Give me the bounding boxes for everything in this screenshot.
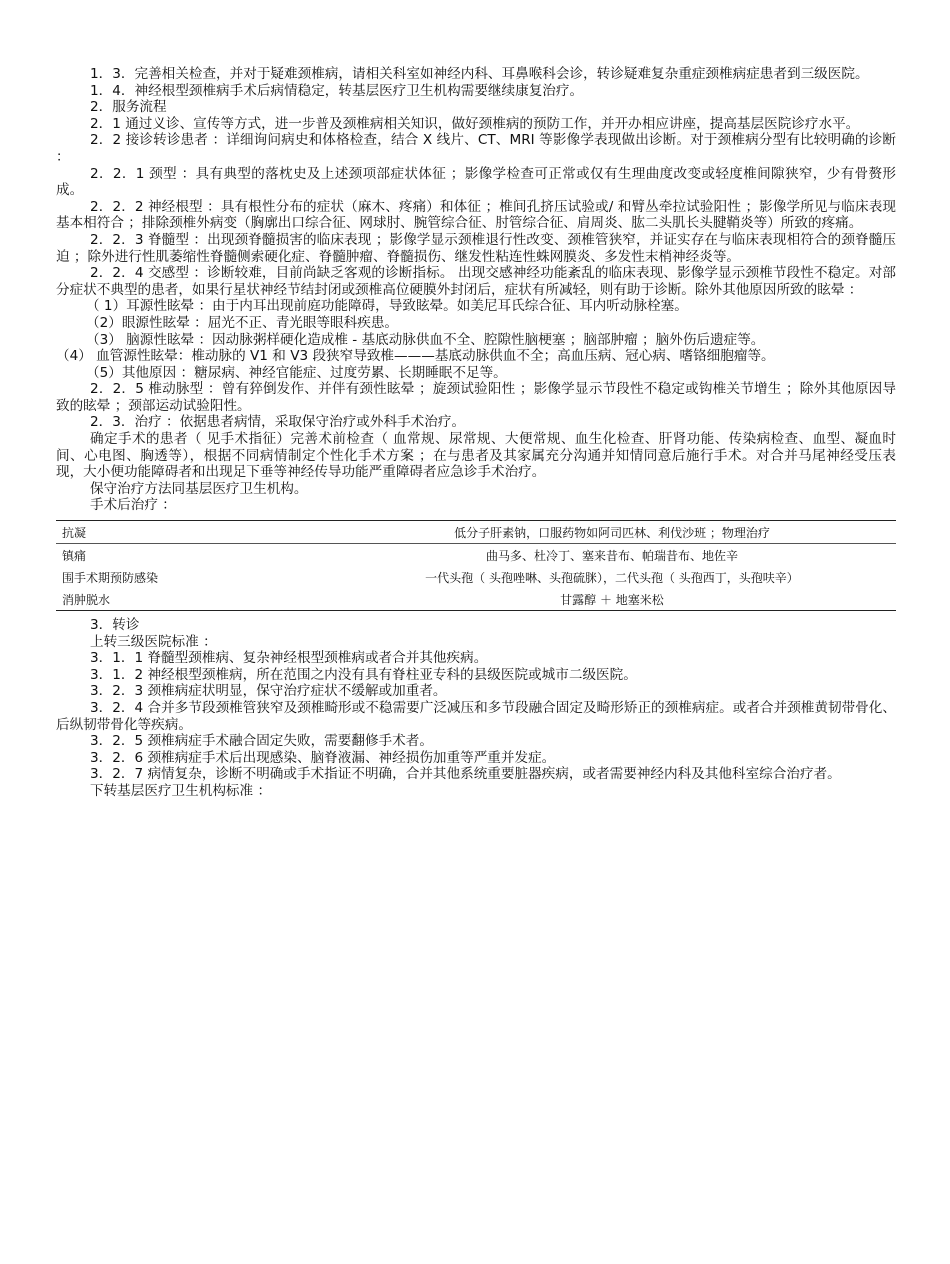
table-row <box>56 544 896 567</box>
table-row <box>56 566 896 588</box>
table-row <box>56 521 896 544</box>
paragraph: 1．3．完善相关检查，并对于疑难颈椎病，请相关科室如神经内科、耳鼻喉科会诊，转诊疑难复杂重症颈椎病症患者到三级医院。 <box>90 66 869 82</box>
document-page <box>56 66 896 800</box>
table-cell-treatment: 甘露醇 ＋ 地塞米松 <box>560 592 664 607</box>
table-cell-category: 镇痛 <box>62 548 87 563</box>
paragraph: 手术后治疗 ： <box>90 497 176 514</box>
table-cell-treatment: 低分子肝素钠，口服药物如阿司匹林、利伐沙班 ；物理治疗 <box>328 521 896 544</box>
paragraph: 1．4．神经根型颈椎病手术后病情稳定，转基层医疗卫生机构需要继续康复治疗。 <box>90 82 584 99</box>
body-text-top <box>56 66 896 514</box>
paragraph: 3．2．7 病情复杂，诊断不明确或手术指证不明确，合并其他系统重要脏器疾病，或者需要神经内科及其他科室综合治疗者。 <box>90 766 841 783</box>
paragraph: 2．1 通过义诊、宣传等方式，进一步普及颈椎病相关知识，做好颈椎病的预防工作，并开办相应讲座，提高基层医院诊疗水平。 <box>90 115 860 132</box>
paragraph: 3．1．2 神经根型颈椎病，所在范围之内没有具有脊柱亚专科的县级医院或城市二级医院。 <box>90 666 637 683</box>
paragraph: 3．2．6 颈椎病症手术后出现感染、脑脊液漏、神经损伤加重等严重并发症。 <box>90 749 556 766</box>
paragraph: 下转基层医疗卫生机构标准 ： <box>90 782 272 799</box>
paragraph: 2．3．治疗 ：依据患者病情，采取保守治疗或外科手术治疗。 <box>90 414 466 431</box>
paragraph: （4） 血管源性眩晕：椎动脉的 V1 和 V3 段狭窄导致椎———基底动脉供血不全；高血压病、冠心病、嗜铬细胞瘤等。 <box>56 348 775 365</box>
paragraph: （2）眼源性眩晕 ：屈光不正、青光眼等眼科疾患。 <box>86 314 399 331</box>
paragraph: 2．2．5 椎动脉型 ：曾有猝倒发作、并伴有颈性眩晕 ；旋颈试验阳性 ；影像学显示节段性不稳定或钩椎关节增生 ；除外其他原因导致的眩晕 ；颈部运动试验阳性。 <box>56 381 896 414</box>
paragraph: （3） 脑源性眩晕 ：因动脉粥样硬化造成椎 - 基底动脉供血不全、腔隙性脑梗塞 ；脑部肿瘤 ；脑外伤后遗症等。 <box>86 331 765 348</box>
paragraph: 2．服务流程 <box>90 99 167 116</box>
paragraph: （5）其他原因 ：糖尿病、神经官能症、过度劳累、长期睡眠不足等。 <box>86 364 507 381</box>
paragraph: 保守治疗方法同基层医疗卫生机构。 <box>90 480 308 497</box>
paragraph: 3．2．4 合并多节段颈椎管狭窄及颈椎畸形或不稳需要广泛减压和多节段融合固定及畸形矫正的颈椎病症。或者合并颈椎黄韧带骨化、后纵韧带骨化等疾病。 <box>56 700 896 733</box>
table-cell-category: 消肿脱水 <box>62 592 111 607</box>
paragraph: 2．2 接诊转诊患者 ：详细询问病史和体格检查，结合 X 线片、CT、MRI 等影像学表现做出诊断。对于颈椎病分型有比较明确的诊断 ： <box>56 132 896 165</box>
paragraph: 2．2．2 神经根型 ：具有根性分布的症状（麻木、疼痛）和体征 ；椎间孔挤压试验或/ 和臂丛牵拉试验阳性 ；影像学所见与临床表现基本相符合 ；排除颈椎外病变（胸廓出口综合征、网球肘、腕管综合征、肘管综合征、肩周炎、肱二头肌长头腱鞘炎等）所致的疼痛。 <box>56 198 896 232</box>
table-cell-category: 围手术期预防感染 <box>62 570 159 585</box>
body-text-bottom <box>56 617 896 800</box>
table-cell-treatment: 一代头孢（ 头孢唑啉、头孢硫脒），二代头孢（ 头孢西丁，头孢呋辛） <box>425 570 799 585</box>
post-op-treatment-table <box>56 520 896 611</box>
paragraph: 3．1．1 脊髓型颈椎病、复杂神经根型颈椎病或者合并其他疾病。 <box>90 650 488 667</box>
table-cell-treatment: 曲马多、杜冷丁、塞来昔布、帕瑞昔布、地佐辛 <box>485 548 738 563</box>
paragraph: 2．2．4 交感型 ：诊断较难，目前尚缺乏客观的诊断指标。 出现交感神经功能紊乱的临床表现、影像学显示颈椎节段性不稳定。对部分症状不典型的患者，如果行星状神经节结封闭或颈椎高位硬膜外封闭后，症状有所减轻，则有助于诊断。除外其他原因所致的眩晕 ： <box>56 265 896 298</box>
paragraph: 3．2．3 颈椎病症状明显，保守治疗症状不缓解或加重者。 <box>90 683 447 700</box>
paragraph: 3．转诊 <box>90 617 140 634</box>
paragraph: 确定手术的患者（ 见手术指征）完善术前检查（ 血常规、尿常规、大便常规、血生化检查、肝肾功能、传染病检查、血型、凝血时间、心电图、胸透等），根据不同病情制定个性化手术方案 ；在与患者及其家属充分沟通并知情同意后施行手术。对合并马尾神经受压表现，大小便功能障碍者和出现足下垂等神经传导功能严重障碍者应急诊手术治疗。 <box>56 431 896 481</box>
paragraph: 上转三级医院标准 ： <box>90 633 217 650</box>
paragraph: 2．2．1 颈型 ：具有典型的落枕史及上述颈项部症状体征 ；影像学检查可正常或仅有生理曲度改变或轻度椎间隙狭窄，少有骨赘形成。 <box>56 165 896 199</box>
table-row <box>56 588 896 611</box>
paragraph: 2．2．3 脊髓型 ：出现颈脊髓损害的临床表现 ；影像学显示颈椎退行性改变、颈椎管狭窄，并证实存在与临床表现相符合的颈脊髓压迫 ；除外进行性肌萎缩性脊髓侧索硬化症、脊髓肿瘤、脊髓损伤、继发性粘连性蛛网膜炎、多发性末梢神经炎等。 <box>56 231 896 265</box>
paragraph: （ 1）耳源性眩晕 ：由于内耳出现前庭功能障碍，导致眩晕。如美尼耳氏综合征、耳内听动脉栓塞。 <box>86 298 688 315</box>
paragraph: 3．2．5 颈椎病症手术融合固定失败，需要翻修手术者。 <box>90 733 433 750</box>
table-cell-category: 抗凝 <box>56 521 328 544</box>
